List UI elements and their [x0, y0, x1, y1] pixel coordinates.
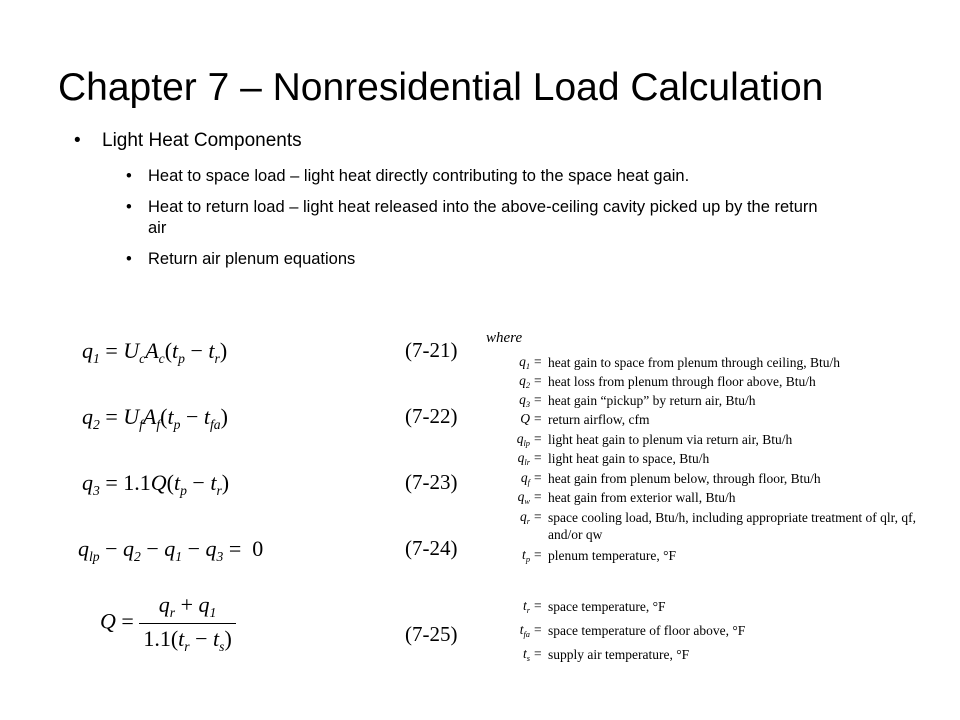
- definition-symbol: $q_r$: [519, 509, 530, 526]
- bullet-light-heat-components: • Light Heat Components: [74, 130, 834, 152]
- equation-formula: Q = $\frac{q_r + q_1}{1.1(t_r - t_s)}$: [100, 592, 236, 655]
- equation-number: (7-21): [405, 338, 458, 362]
- definition-text: heat gain to space from plenum through ceiling, Btu/h: [548, 355, 841, 370]
- definition-text: supply air temperature, °F: [548, 647, 690, 662]
- equation-7-23: [60, 470, 460, 510]
- definition-symbol: $q_w$: [517, 489, 530, 506]
- definition-symbol: $q_3$: [519, 392, 530, 409]
- bullet-return-air-plenum: • Return air plenum equations: [126, 249, 834, 270]
- definition-symbol: $q_2$: [519, 373, 530, 390]
- equation-7-24: [60, 536, 460, 576]
- equation-7-21: [60, 338, 460, 378]
- equation-formula: $q_{lp} - q_2 - q_1 - q_3 = 0$: [78, 536, 264, 564]
- definition-symbol: $t_s$: [522, 646, 530, 663]
- equation-formula: $q_3 = 1.1Q(t_p - t_r)$: [82, 470, 230, 498]
- bullet-heat-to-space: • Heat to space load – light heat directly contributing to the space heat gain.: [126, 166, 834, 187]
- definition-text: light heat gain to plenum via return air, Btu/h: [548, 432, 793, 447]
- definition-text: heat gain from plenum below, through floor, Btu/h: [548, 471, 821, 486]
- equation-7-22: [60, 404, 460, 444]
- definition-symbol: $t_r$: [522, 598, 530, 615]
- definition-symbol: $q_1$: [519, 354, 530, 371]
- equation-formula: $q_1 = U_cA_c(t_p - t_r)$: [82, 338, 228, 366]
- bullet-heat-to-return: • Heat to return load – light heat released into the above-ceiling cavity picked up by the return air: [126, 197, 834, 239]
- definition-symbol: $t_{fa}$: [519, 622, 530, 639]
- definition-text: heat gain from exterior wall, Btu/h: [548, 490, 736, 505]
- definition-text: space temperature, °F: [548, 599, 666, 614]
- definition-symbol: Q: [520, 411, 530, 426]
- definition-text: return airflow, cfm: [548, 412, 650, 427]
- definition-symbol: $t_p$: [522, 547, 530, 564]
- definition-text: space cooling load, Btu/h, including appropriate treatment of qlr, qf, and/or qw: [548, 510, 916, 542]
- equation-list: [60, 330, 460, 670]
- definition-text: plenum temperature, °F: [548, 548, 676, 563]
- equation-number: (7-22): [405, 404, 458, 428]
- equation-number: (7-25): [405, 622, 458, 646]
- definition-symbol: $q_f$: [520, 470, 530, 487]
- definition-symbol: $q_{lp}$: [516, 431, 530, 448]
- equation-formula: $q_2 = U_fA_f(t_p - t_{fa})$: [82, 404, 228, 432]
- equation-7-25: [60, 592, 460, 666]
- variable-definitions: where $q_1$ = heat gain to space from plenum through ceiling, Btu/h $q_2$ = heat loss from plenum through floor above, Btu/h $q_3$ = heat gain “pickup” by return air, Btu/h Q = return airflow, cfm $q_{lp}$ = light heat gain to plenum via return air, Btu/h $q_{lr}$ = light heat gain to space, Btu/h $q_f$ = heat gain from plenum below, through floor, Btu/h $q_w$ = heat gain from exterior wall, Btu/h $q_r$ = space cooling load, Btu/h, including appropriate treatment of qlr, qf, and/or qw $t_p$ = plenum temperature, °F $t_r$ = space temperature, °F $t_{fa}$ = space temperature of floor above, °F $t_s$ = supply air temperature, °F: [486, 330, 926, 670]
- where-label: where: [486, 330, 523, 346]
- definition-text: heat loss from plenum through floor above, Btu/h: [548, 374, 816, 389]
- definition-text: heat gain “pickup” by return air, Btu/h: [548, 393, 756, 408]
- definition-symbol: $q_{lr}$: [517, 450, 530, 467]
- equation-number: (7-24): [405, 536, 458, 560]
- equation-number: (7-23): [405, 470, 458, 494]
- definition-text: space temperature of floor above, °F: [548, 623, 746, 638]
- slide-title: Chapter 7 – Nonresidential Load Calculation: [58, 66, 824, 109]
- definition-text: light heat gain to space, Btu/h: [548, 451, 710, 466]
- bullet-list: [74, 130, 834, 280]
